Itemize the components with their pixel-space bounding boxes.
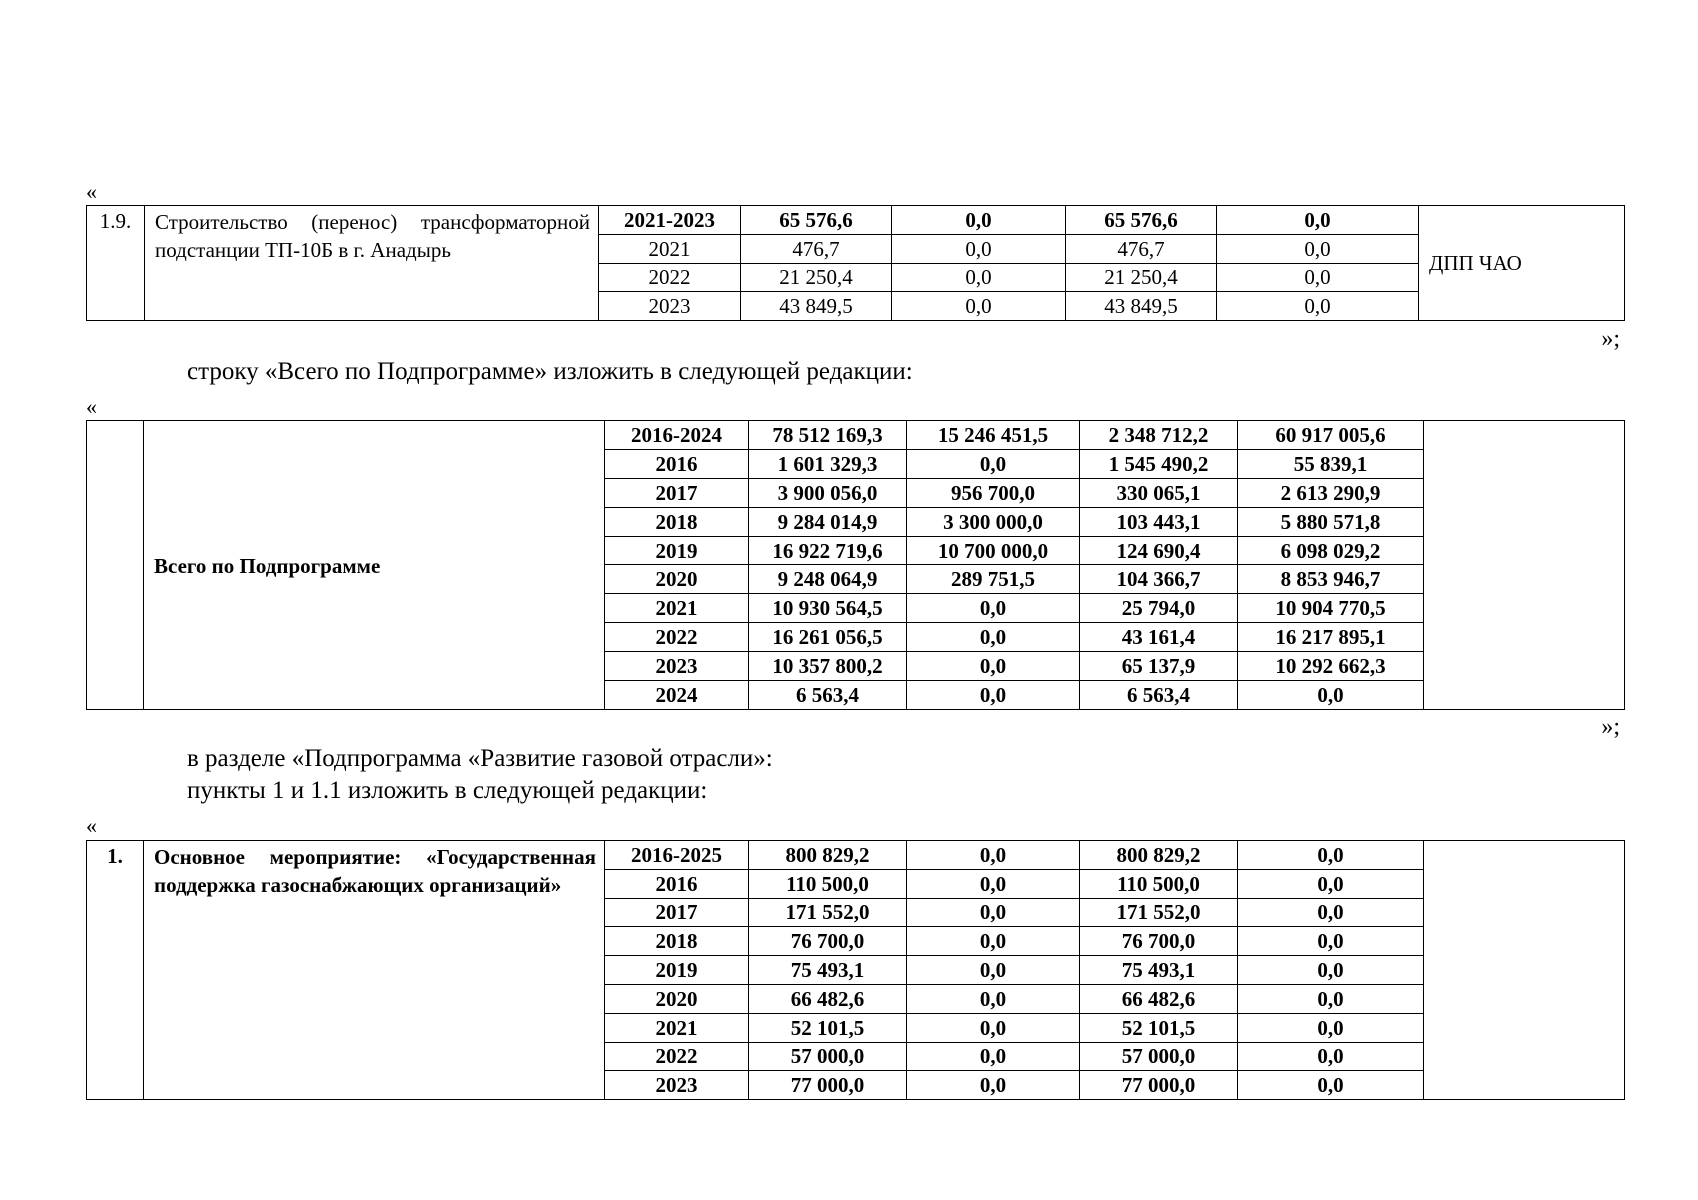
item-name: Всего по Подпрограмме bbox=[144, 421, 605, 710]
regional-budget-cell: 2 348 712,2 bbox=[1080, 421, 1238, 450]
other-sources-cell: 0,0 bbox=[1238, 1042, 1424, 1071]
total-amount-cell: 57 000,0 bbox=[749, 1042, 907, 1071]
regional-budget-cell: 75 493,1 bbox=[1080, 956, 1238, 985]
closing-quote: »; bbox=[1601, 714, 1620, 740]
other-sources-cell: 0,0 bbox=[1238, 898, 1424, 927]
other-sources-cell: 0,0 bbox=[1238, 1013, 1424, 1042]
other-sources-cell: 55 839,1 bbox=[1238, 449, 1424, 478]
period-cell: 2018 bbox=[605, 507, 749, 536]
item-name: Строительство (перенос) трансформаторной подстанции ТП-10Б в г. Анадырь bbox=[145, 206, 599, 321]
federal-budget-cell: 0,0 bbox=[907, 681, 1080, 710]
instruction-paragraph: пункты 1 и 1.1 изложить в следующей редакции: bbox=[187, 777, 708, 804]
regional-budget-cell: 57 000,0 bbox=[1080, 1042, 1238, 1071]
total-amount-cell: 43 849,5 bbox=[741, 292, 892, 321]
federal-budget-cell: 3 300 000,0 bbox=[907, 507, 1080, 536]
executor-cell: ДПП ЧАО bbox=[1419, 206, 1625, 321]
total-amount-cell: 1 601 329,3 bbox=[749, 449, 907, 478]
period-cell: 2023 bbox=[605, 652, 749, 681]
regional-budget-cell: 77 000,0 bbox=[1080, 1071, 1238, 1100]
federal-budget-cell: 0,0 bbox=[892, 206, 1066, 235]
other-sources-cell: 60 917 005,6 bbox=[1238, 421, 1424, 450]
opening-quote: « bbox=[86, 179, 97, 204]
opening-quote: « bbox=[86, 813, 97, 838]
period-cell: 2017 bbox=[605, 898, 749, 927]
federal-budget-cell: 0,0 bbox=[907, 449, 1080, 478]
regional-budget-cell: 43 849,5 bbox=[1066, 292, 1217, 321]
federal-budget-cell: 0,0 bbox=[907, 984, 1080, 1013]
table-row-total bbox=[87, 841, 1625, 870]
item-number bbox=[87, 421, 144, 710]
instruction-paragraph: строку «Всего по Подпрограмме» изложить в следующей редакции: bbox=[187, 358, 913, 385]
total-amount-cell: 10 930 564,5 bbox=[749, 594, 907, 623]
period-cell: 2023 bbox=[605, 1071, 749, 1100]
federal-budget-cell: 0,0 bbox=[907, 1013, 1080, 1042]
executor-cell bbox=[1424, 421, 1625, 710]
total-amount-cell: 6 563,4 bbox=[749, 681, 907, 710]
other-sources-cell: 0,0 bbox=[1238, 984, 1424, 1013]
period-cell: 2018 bbox=[605, 927, 749, 956]
total-amount-cell: 800 829,2 bbox=[749, 841, 907, 870]
period-cell: 2017 bbox=[605, 478, 749, 507]
total-amount-cell: 10 357 800,2 bbox=[749, 652, 907, 681]
regional-budget-cell: 52 101,5 bbox=[1080, 1013, 1238, 1042]
period-cell: 2016 bbox=[605, 449, 749, 478]
federal-budget-cell: 0,0 bbox=[907, 841, 1080, 870]
table-row-total bbox=[87, 421, 1625, 450]
regional-budget-cell: 800 829,2 bbox=[1080, 841, 1238, 870]
total-amount-cell: 16 922 719,6 bbox=[749, 536, 907, 565]
period-cell: 2019 bbox=[605, 536, 749, 565]
opening-quote: « bbox=[86, 394, 97, 419]
table-row-total bbox=[87, 206, 1625, 235]
regional-budget-cell: 171 552,0 bbox=[1080, 898, 1238, 927]
period-cell: 2021-2023 bbox=[599, 206, 741, 235]
total-amount-cell: 476,7 bbox=[741, 234, 892, 263]
closing-quote: »; bbox=[1601, 326, 1620, 352]
regional-budget-cell: 65 576,6 bbox=[1066, 206, 1217, 235]
federal-budget-cell: 0,0 bbox=[907, 956, 1080, 985]
total-amount-cell: 110 500,0 bbox=[749, 869, 907, 898]
total-amount-cell: 76 700,0 bbox=[749, 927, 907, 956]
period-cell: 2024 bbox=[605, 681, 749, 710]
period-cell: 2021 bbox=[599, 234, 741, 263]
other-sources-cell: 0,0 bbox=[1217, 206, 1419, 235]
regional-budget-cell: 330 065,1 bbox=[1080, 478, 1238, 507]
period-cell: 2021 bbox=[605, 1013, 749, 1042]
total-amount-cell: 21 250,4 bbox=[741, 263, 892, 292]
executor-cell bbox=[1424, 841, 1625, 1100]
instruction-paragraph: в разделе «Подпрограмма «Развитие газовой отрасли»: bbox=[187, 745, 773, 772]
other-sources-cell: 5 880 571,8 bbox=[1238, 507, 1424, 536]
federal-budget-cell: 0,0 bbox=[907, 652, 1080, 681]
other-sources-cell: 10 904 770,5 bbox=[1238, 594, 1424, 623]
item-number: 1.9. bbox=[87, 206, 145, 321]
period-cell: 2016 bbox=[605, 869, 749, 898]
federal-budget-cell: 0,0 bbox=[892, 292, 1066, 321]
item-number: 1. bbox=[87, 841, 144, 1100]
other-sources-cell: 2 613 290,9 bbox=[1238, 478, 1424, 507]
regional-budget-cell: 476,7 bbox=[1066, 234, 1217, 263]
federal-budget-cell: 0,0 bbox=[907, 898, 1080, 927]
federal-budget-cell: 0,0 bbox=[907, 927, 1080, 956]
regional-budget-cell: 43 161,4 bbox=[1080, 623, 1238, 652]
other-sources-cell: 0,0 bbox=[1238, 681, 1424, 710]
federal-budget-cell: 10 700 000,0 bbox=[907, 536, 1080, 565]
total-amount-cell: 78 512 169,3 bbox=[749, 421, 907, 450]
regional-budget-cell: 104 366,7 bbox=[1080, 565, 1238, 594]
federal-budget-cell: 0,0 bbox=[907, 1042, 1080, 1071]
federal-budget-cell: 15 246 451,5 bbox=[907, 421, 1080, 450]
regional-budget-cell: 25 794,0 bbox=[1080, 594, 1238, 623]
regional-budget-cell: 6 563,4 bbox=[1080, 681, 1238, 710]
federal-budget-cell: 956 700,0 bbox=[907, 478, 1080, 507]
federal-budget-cell: 0,0 bbox=[907, 869, 1080, 898]
period-cell: 2022 bbox=[605, 623, 749, 652]
total-amount-cell: 52 101,5 bbox=[749, 1013, 907, 1042]
period-cell: 2016-2025 bbox=[605, 841, 749, 870]
item-name: Основное мероприятие: «Государственная поддержка газоснабжающих организаций» bbox=[144, 841, 605, 1100]
other-sources-cell: 0,0 bbox=[1217, 234, 1419, 263]
total-amount-cell: 66 482,6 bbox=[749, 984, 907, 1013]
total-amount-cell: 16 261 056,5 bbox=[749, 623, 907, 652]
other-sources-cell: 0,0 bbox=[1238, 1071, 1424, 1100]
federal-budget-cell: 0,0 bbox=[892, 263, 1066, 292]
period-cell: 2016-2024 bbox=[605, 421, 749, 450]
federal-budget-cell: 0,0 bbox=[892, 234, 1066, 263]
total-amount-cell: 77 000,0 bbox=[749, 1071, 907, 1100]
table-total-subprogram bbox=[86, 420, 1625, 710]
other-sources-cell: 16 217 895,1 bbox=[1238, 623, 1424, 652]
regional-budget-cell: 76 700,0 bbox=[1080, 927, 1238, 956]
other-sources-cell: 0,0 bbox=[1238, 841, 1424, 870]
total-amount-cell: 75 493,1 bbox=[749, 956, 907, 985]
regional-budget-cell: 66 482,6 bbox=[1080, 984, 1238, 1013]
period-cell: 2019 bbox=[605, 956, 749, 985]
period-cell: 2020 bbox=[605, 565, 749, 594]
other-sources-cell: 0,0 bbox=[1217, 263, 1419, 292]
regional-budget-cell: 1 545 490,2 bbox=[1080, 449, 1238, 478]
regional-budget-cell: 103 443,1 bbox=[1080, 507, 1238, 536]
table-item-1-9 bbox=[86, 205, 1625, 321]
total-amount-cell: 65 576,6 bbox=[741, 206, 892, 235]
federal-budget-cell: 0,0 bbox=[907, 623, 1080, 652]
period-cell: 2021 bbox=[605, 594, 749, 623]
federal-budget-cell: 0,0 bbox=[907, 594, 1080, 623]
period-cell: 2022 bbox=[599, 263, 741, 292]
regional-budget-cell: 110 500,0 bbox=[1080, 869, 1238, 898]
table-item-1-gas bbox=[86, 840, 1625, 1100]
total-amount-cell: 9 284 014,9 bbox=[749, 507, 907, 536]
regional-budget-cell: 124 690,4 bbox=[1080, 536, 1238, 565]
period-cell: 2023 bbox=[599, 292, 741, 321]
other-sources-cell: 0,0 bbox=[1238, 869, 1424, 898]
period-cell: 2020 bbox=[605, 984, 749, 1013]
other-sources-cell: 0,0 bbox=[1238, 956, 1424, 985]
other-sources-cell: 8 853 946,7 bbox=[1238, 565, 1424, 594]
other-sources-cell: 0,0 bbox=[1238, 927, 1424, 956]
other-sources-cell: 0,0 bbox=[1217, 292, 1419, 321]
total-amount-cell: 3 900 056,0 bbox=[749, 478, 907, 507]
regional-budget-cell: 65 137,9 bbox=[1080, 652, 1238, 681]
regional-budget-cell: 21 250,4 bbox=[1066, 263, 1217, 292]
other-sources-cell: 10 292 662,3 bbox=[1238, 652, 1424, 681]
federal-budget-cell: 0,0 bbox=[907, 1071, 1080, 1100]
total-amount-cell: 9 248 064,9 bbox=[749, 565, 907, 594]
total-amount-cell: 171 552,0 bbox=[749, 898, 907, 927]
other-sources-cell: 6 098 029,2 bbox=[1238, 536, 1424, 565]
federal-budget-cell: 289 751,5 bbox=[907, 565, 1080, 594]
period-cell: 2022 bbox=[605, 1042, 749, 1071]
